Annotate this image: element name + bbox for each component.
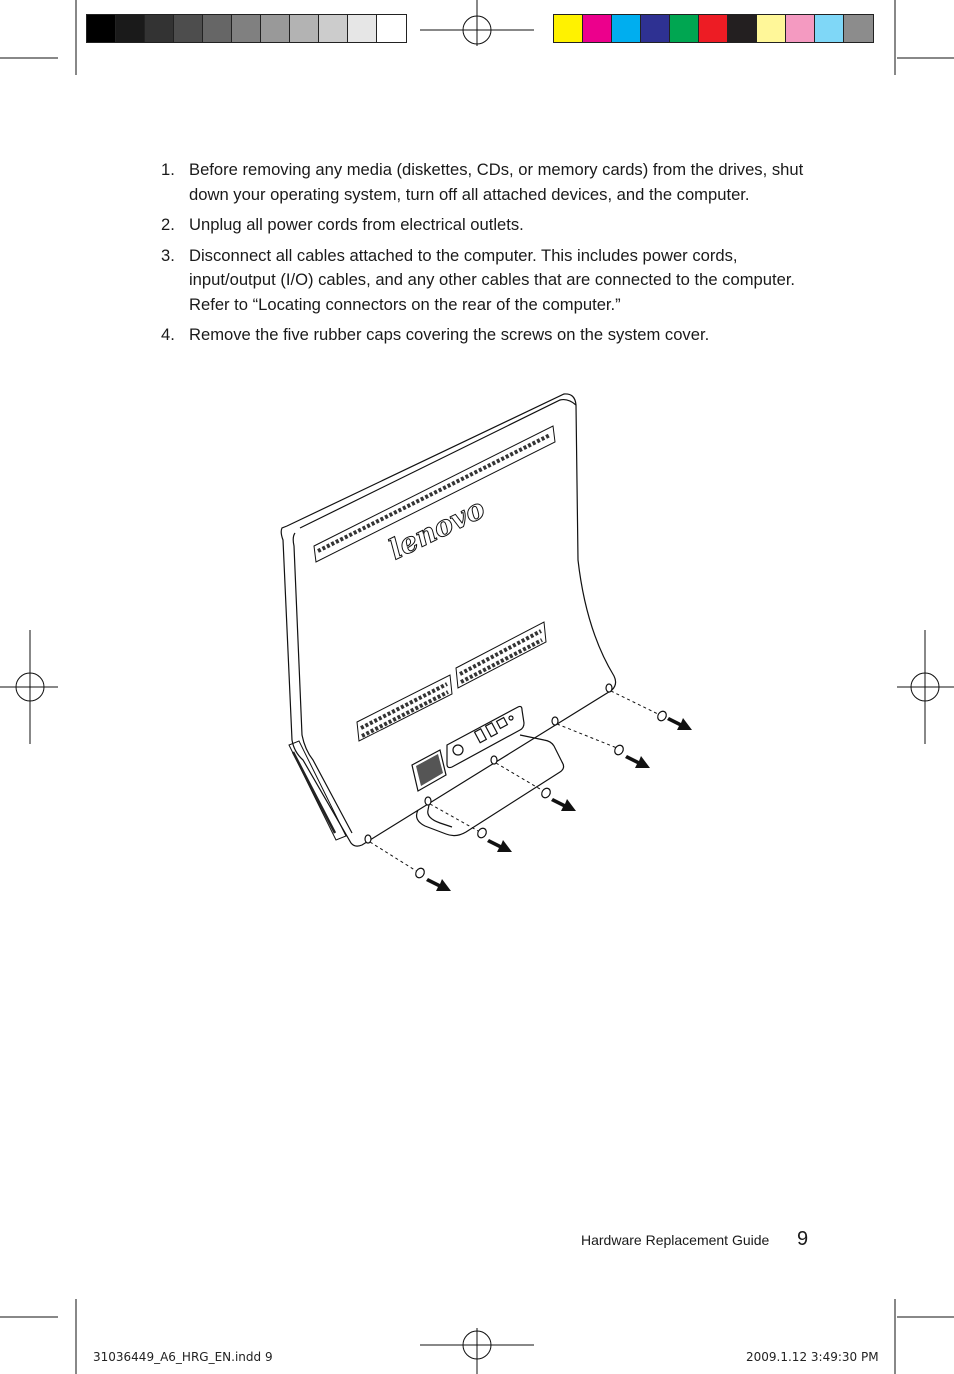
color-swatch <box>815 15 844 42</box>
step-text: Unplug all power cords from electrical outlets. <box>189 215 524 234</box>
gray-swatch <box>232 15 261 42</box>
color-swatch <box>699 15 728 42</box>
registration-mark-icon <box>420 0 534 46</box>
color-swatch <box>554 15 583 42</box>
screw-hole <box>365 835 371 843</box>
rubber-cap-icon <box>540 787 552 800</box>
step-text: Disconnect all cables attached to the computer. This includes power cords, input/output (I/O) cables, and any other cables that are connected to the computer. Refer to “Locating connectors on the rear of the computer.” <box>189 245 796 314</box>
color-swatch <box>670 15 699 42</box>
color-swatch <box>757 15 786 42</box>
gray-swatch <box>174 15 203 42</box>
side-vent <box>293 752 335 833</box>
gray-swatch <box>348 15 377 42</box>
step-item <box>161 213 811 238</box>
arrow-icon <box>667 717 692 730</box>
rubber-cap-icon <box>476 827 488 840</box>
gray-swatch <box>377 15 406 42</box>
gray-swatch <box>290 15 319 42</box>
slug-timestamp: 2009.1.12 3:49:30 PM <box>746 1350 879 1364</box>
back-cover <box>281 394 615 846</box>
color-swatch <box>844 15 873 42</box>
registration-mark-icon <box>0 630 58 744</box>
registration-mark-icon <box>897 630 954 744</box>
guide-lines <box>370 691 660 872</box>
stand-inner <box>428 800 452 827</box>
computer-illustration <box>281 394 692 891</box>
page-number: 9 <box>797 1228 809 1250</box>
rubber-cap-icon <box>414 867 426 880</box>
rubber-cap-icon <box>613 744 625 757</box>
color-swatch <box>612 15 641 42</box>
arrow-icon <box>426 878 451 891</box>
gray-swatch <box>319 15 348 42</box>
color-swatch <box>728 15 757 42</box>
step-number: 3. <box>161 245 175 265</box>
gray-swatch <box>261 15 290 42</box>
step-number: 1. <box>161 160 175 179</box>
color-swatch <box>786 15 815 42</box>
slug-file-name: 31036449_A6_HRG_EN.indd 9 <box>93 1350 273 1364</box>
guide-title: Hardware Replacement Guide <box>581 1232 770 1248</box>
cover-top-edge <box>300 400 576 528</box>
lower-vent-left <box>357 675 452 741</box>
step-item <box>161 323 811 348</box>
rubber-cap-icon <box>656 710 668 723</box>
step-text: Before removing any media (diskettes, CDs, or memory cards) from the drives, shut down your operating system, turn off all attached devices, and the computer. <box>189 160 804 204</box>
step-item <box>161 158 811 207</box>
step-number: 2. <box>161 215 175 234</box>
speaker-grille <box>412 750 446 791</box>
color-swatch <box>641 15 670 42</box>
side-strip <box>289 741 346 840</box>
color-bar <box>553 14 874 43</box>
gray-swatch <box>87 15 116 42</box>
registration-mark-icon <box>420 1328 534 1374</box>
lenovo-logo: lenovo <box>383 491 491 567</box>
step-text: Remove the five rubber caps covering the screws on the system cover. <box>189 325 710 344</box>
gray-scale-bar <box>86 14 407 43</box>
gray-swatch <box>203 15 232 42</box>
arrow-icon <box>625 755 650 768</box>
instruction-steps <box>161 158 811 354</box>
color-swatch <box>583 15 612 42</box>
step-item <box>161 244 811 318</box>
gray-swatch <box>116 15 145 42</box>
gray-swatch <box>145 15 174 42</box>
lower-vent-right <box>456 622 546 688</box>
arrow-icon <box>487 839 512 852</box>
arrow-icon <box>551 798 576 811</box>
step-number: 4. <box>161 325 175 344</box>
io-panel <box>447 706 524 767</box>
screw-hole <box>491 756 497 764</box>
screw-hole <box>425 797 431 805</box>
